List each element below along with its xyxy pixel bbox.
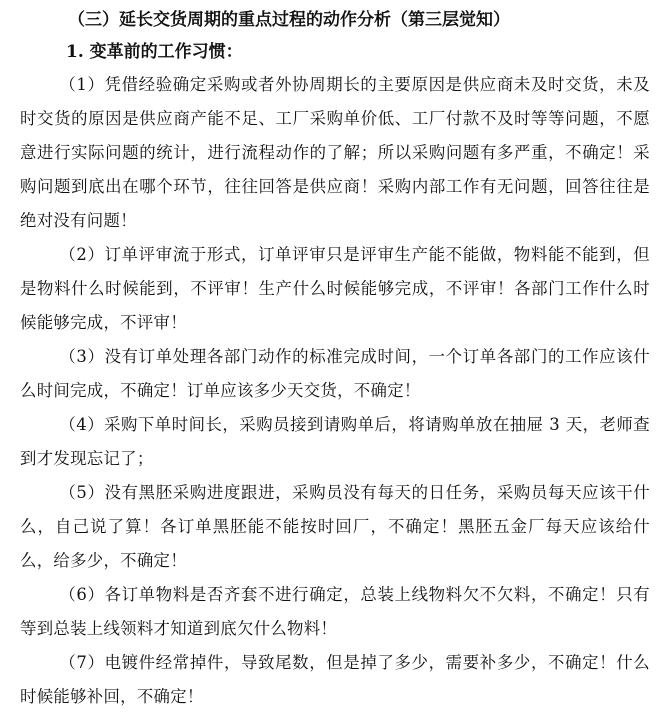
paragraph-7: （7）电镀件经常掉件，导致尾数，但是掉了多少，需要补多少，不确定！什么时候能够补回，不确定！ (20, 653, 650, 706)
sub-heading: 1. 变革前的工作习惯： (66, 42, 243, 62)
paragraph-5: （5）没有黑胚采购进度跟进，采购员没有每天的日任务，采购员每天应该干什么，自己说了算！各订单黑胚能不能按时回厂，不确定！黑胚五金厂每天应该给什么，给多少，不确定！ (20, 483, 650, 570)
section-heading: （三）延长交货周期的重点过程的动作分析（第三层觉知） (68, 10, 510, 30)
paragraph-4: （4）采购下单时间长，采购员接到请购单后，将请购单放在抽屉 3 天，老师查到才发现忘记了； (20, 415, 650, 468)
paragraph-2: （2）订单评审流于形式，订单评审只是评审生产能不能做，物料能不能到，但是物料什么时候能到，不评审！生产什么时候能够完成，不评审！各部门工作什么时候能够完成，不评审！ (20, 245, 650, 332)
paragraph-6: （6）各订单物料是否齐套不进行确定，总装上线物料欠不欠料，不确定！只有等到总装上线领料才知道到底欠什么物料！ (20, 585, 650, 638)
paragraph-1: （1）凭借经验确定采购或者外协周期长的主要原因是供应商未及时交货，未及时交货的原因是供应商产能不足、工厂采购单价低、工厂付款不及时等等问题，不愿意进行实际问题的统计，进行流程动作的了解；所以采购问题有多严重，不确定！采购问题到底出在哪个环节，往往回答是供应商！采购内部工作有无问题，回答往往是绝对没有问题！ (20, 75, 650, 230)
paragraph-3: （3）没有订单处理各部门动作的标准完成时间，一个订单各部门的工作应该什么时间完成，不确定！订单应该多少天交货，不确定！ (20, 347, 650, 400)
